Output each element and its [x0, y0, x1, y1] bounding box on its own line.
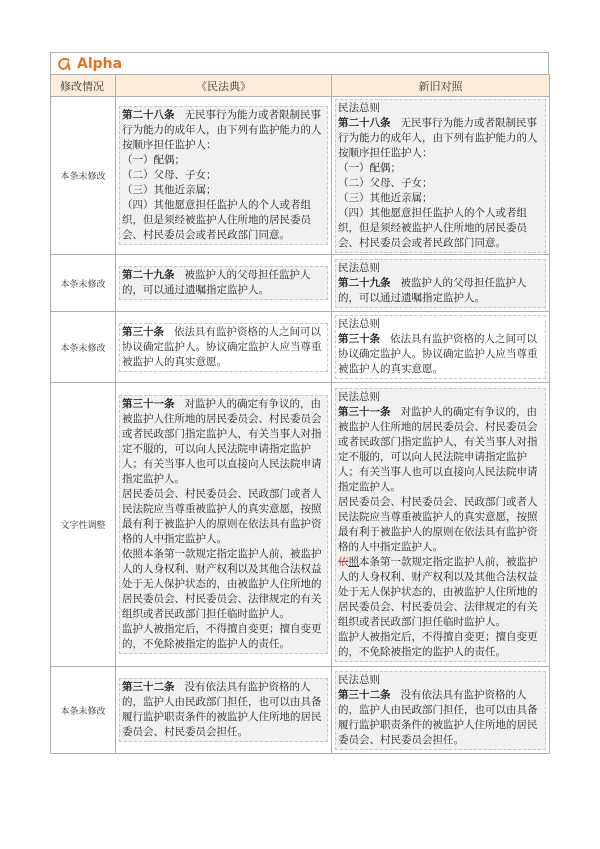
- civil-code-text: [119, 323, 328, 372]
- comparison-text: [335, 315, 546, 379]
- comparison-table: [50, 74, 550, 754]
- article-item: （一）配偶；: [122, 154, 185, 166]
- article-paragraph: 本条第一款规定指定监护人前，被监护人的人身权利、财产权利以及其他合法权益处于无人保护状态的，由被监护人住所地的居民委员会、村民委员会、法律规定的有关组织或者民政部门担任临时监护人。: [338, 555, 538, 628]
- civil-code-cell: [116, 97, 332, 255]
- article-item: （四）其他愿意担任监护人的个人或者组织，但是须经被监护人住所地的居民委员会、村民委员会或者民政部门同意。: [122, 199, 311, 241]
- row-status: 本条未修改: [51, 312, 116, 383]
- header-comparison: 新旧对照: [332, 75, 550, 97]
- comparison-cell: [332, 255, 550, 312]
- comparison-sheet: [50, 52, 549, 754]
- alpha-logo-icon: [57, 57, 71, 71]
- brand-bar: [50, 52, 549, 74]
- comparison-cell: [332, 383, 550, 667]
- civil-code-cell: [116, 383, 332, 667]
- comparison-cell: [332, 97, 550, 255]
- article-item: （二）父母、子女；: [122, 169, 217, 181]
- inserted-text: 照: [348, 555, 359, 568]
- table-row: [51, 667, 550, 754]
- article-number: 第三十一条: [122, 398, 175, 410]
- section-title: 民法总则: [338, 318, 380, 330]
- row-status: 本条未修改: [51, 255, 116, 312]
- article-text: 没有依法具有监护资格的人的，监护人由民政部门担任，也可以由具备履行监护职责条件的被监护人住所地的居民委员会、村民委员会担任。: [338, 688, 538, 746]
- civil-code-cell: [116, 255, 332, 312]
- article-paragraph: 监护人被指定后，不得擅自变更；擅自变更的，不免除被指定的监护人的责任。: [338, 630, 538, 658]
- article-number: 第三十一条: [338, 405, 391, 418]
- header-civil-code: 《民法典》: [116, 75, 332, 97]
- article-paragraph: 依照本条第一款规定指定监护人前，被监护人的人身权利、财产权利以及其他合法权益处于无人保护状态的，由被监护人住所地的居民委员会、村民委员会、法律规定的有关组织或者民政部门担任临时监护人。: [122, 548, 322, 620]
- table-row: [51, 255, 550, 312]
- deleted-text: 依: [338, 555, 349, 568]
- article-text: 对监护人的确定有争议的，由被监护人住所地的居民委员会、村民委员会或者民政部门指定监护人，有关当事人对指定不服的，可以向人民法院申请指定监护人；有关当事人也可以直接向人民法院申请指定监护人。: [338, 405, 538, 493]
- article-item: （三）其他近亲属；: [122, 184, 217, 196]
- article-number: 第二十九条: [338, 276, 391, 289]
- article-text: 被监护人的父母担任监护人的，可以通过遗嘱指定监护人。: [338, 276, 527, 304]
- article-number: 第三十二条: [122, 681, 175, 693]
- article-text: 无民事行为能力或者限制民事行为能力的成年人，由下列有监护能力的人按顺序担任监护人：: [122, 109, 322, 151]
- civil-code-cell: [116, 312, 332, 383]
- civil-code-text: [119, 106, 328, 245]
- civil-code-text: [119, 395, 328, 654]
- article-text: 被监护人的父母担任监护人的，可以通过遗嘱指定监护人。: [122, 269, 311, 296]
- section-title: 民法总则: [338, 673, 380, 686]
- article-paragraph: 居民委员会、村民委员会、民政部门或者人民法院应当尊重被监护人的真实意愿，按照最有利于被监护人的原则在依法具有监护资格的人中指定监护人。: [122, 488, 322, 545]
- article-text: 依法具有监护资格的人之间可以协议确定监护人。协议确定监护人应当尊重被监护人的真实意愿。: [122, 325, 322, 368]
- table-header-row: [51, 75, 550, 97]
- comparison-text: [335, 99, 546, 253]
- comparison-text: [335, 388, 546, 662]
- comparison-text: [335, 671, 546, 750]
- article-paragraph: 监护人被指定后，不得擅自变更；擅自变更的，不免除被指定的监护人的责任。: [122, 623, 322, 650]
- civil-code-text: [119, 678, 328, 742]
- article-item: （一）配偶；: [338, 161, 401, 174]
- article-text: 对监护人的确定有争议的，由被监护人住所地的居民委员会、村民委员会或者民政部门指定监护人，有关当事人对指定不服的，可以向人民法院申请指定监护人；有关当事人也可以直接向人民法院申请指定监护人。: [122, 398, 322, 485]
- article-number: 第二十八条: [338, 116, 391, 129]
- article-paragraph: 居民委员会、村民委员会、民政部门或者人民法院应当尊重被监护人的真实意愿，按照最有利于被监护人的原则在依法具有监护资格的人中指定监护人。: [338, 495, 538, 553]
- table-row: [51, 383, 550, 667]
- article-number: 第三十条: [122, 325, 164, 338]
- article-item: （三）其他近亲属；: [338, 191, 433, 204]
- section-title: 民法总则: [338, 261, 380, 274]
- brand-name: Alpha: [77, 55, 123, 72]
- table-row: [51, 97, 550, 255]
- article-number: 第二十九条: [122, 269, 175, 281]
- civil-code-text: [119, 266, 328, 300]
- header-status: 修改情况: [51, 75, 116, 97]
- article-number: 第三十二条: [338, 688, 391, 701]
- row-status: 本条未修改: [51, 667, 116, 754]
- section-title: 民法总则: [338, 390, 380, 403]
- article-text: 无民事行为能力或者限制民事行为能力的成年人，由下列有监护能力的人按顺序担任监护人：: [338, 116, 538, 159]
- article-text: 没有依法具有监护资格的人的，监护人由民政部门担任，也可以由具备履行监护职责条件的被监护人住所地的居民委员会、村民委员会担任。: [122, 681, 322, 738]
- comparison-text: [335, 259, 546, 308]
- article-item: （二）父母、子女；: [338, 176, 433, 189]
- article-number: 第三十条: [338, 333, 380, 345]
- comparison-cell: [332, 312, 550, 383]
- article-number: 第二十八条: [122, 109, 175, 121]
- row-status: 本条未修改: [51, 97, 116, 255]
- comparison-cell: [332, 667, 550, 754]
- article-item: （四）其他愿意担任监护人的个人或者组织，但是须经被监护人住所地的居民委员会、村民委员会或者民政部门同意。: [338, 206, 527, 249]
- section-title: 民法总则: [338, 101, 380, 114]
- civil-code-cell: [116, 667, 332, 754]
- table-row: [51, 312, 550, 383]
- row-status: 文字性调整: [51, 383, 116, 667]
- article-text: 依法具有监护资格的人之间可以协议确定监护人。协议确定监护人应当尊重被监护人的真实意愿。: [338, 333, 538, 375]
